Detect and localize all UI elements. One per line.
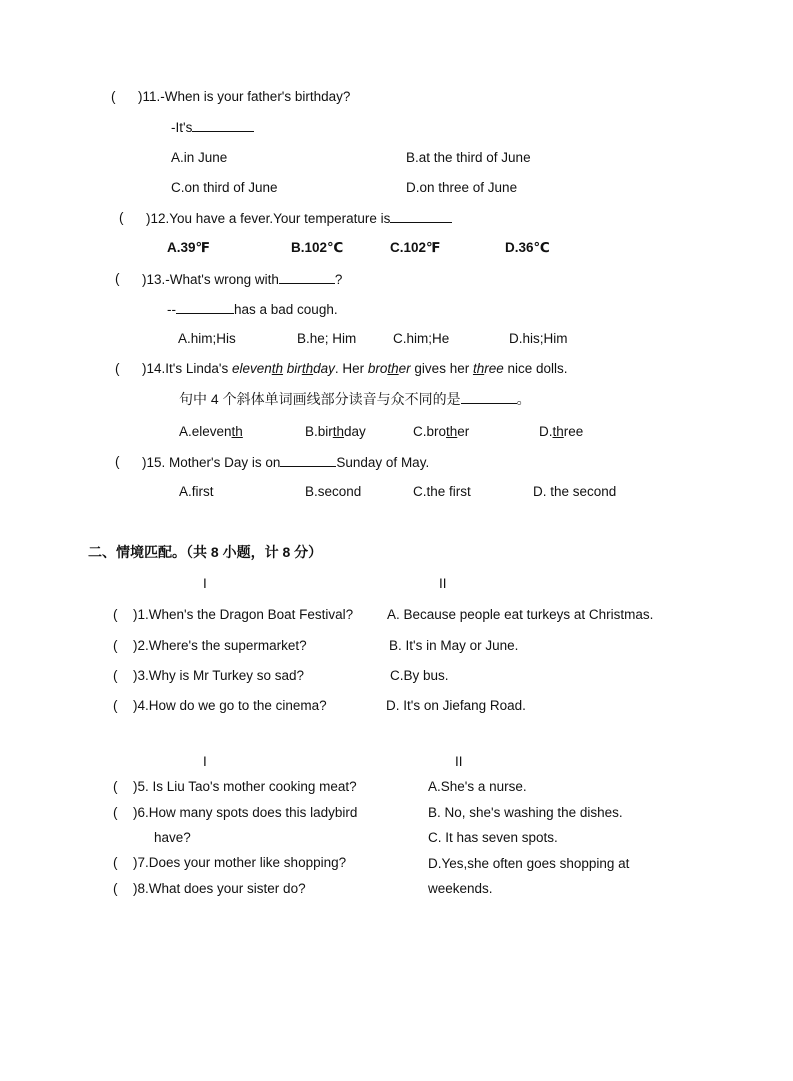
match7-paren[interactable]: ( xyxy=(113,855,118,870)
match2-answer-d: D.Yes,she often goes shopping at xyxy=(428,856,630,871)
q13-blank-2[interactable] xyxy=(176,301,234,314)
q15-text-before: Mother's Day is on xyxy=(169,455,281,470)
q12-option-d[interactable]: D.36℃ xyxy=(505,240,550,255)
match3-question: )3.Why is Mr Turkey so sad? xyxy=(133,668,305,683)
q14-word-three: three xyxy=(472,361,504,376)
q14-instruction-end: 。 xyxy=(516,391,531,407)
q11-option-b[interactable]: B.at the third of June xyxy=(406,150,531,165)
match3-paren[interactable]: ( xyxy=(113,668,118,683)
q14-option-a[interactable]: A.eleventh xyxy=(179,424,243,439)
q13-answer-line xyxy=(167,301,338,318)
q13-option-d[interactable]: D.his;Him xyxy=(509,331,568,346)
match2-answer-d-cont: weekends. xyxy=(428,881,493,896)
q12-question xyxy=(146,210,452,227)
match2-paren[interactable]: ( xyxy=(113,638,118,653)
q13-blank-1[interactable] xyxy=(279,271,335,284)
q11-text: -When is your father's birthday? xyxy=(160,89,351,104)
q11-question xyxy=(138,89,350,105)
match1-question: )1.When's the Dragon Boat Festival? xyxy=(133,607,354,622)
match4-paren[interactable]: ( xyxy=(113,698,118,713)
q12-option-c[interactable]: C.102℉ xyxy=(390,240,441,255)
match6-question-cont: have? xyxy=(154,830,191,845)
q14-instruction-text: 句中 4 个斜体单词画线部分读音与众不同的是 xyxy=(179,391,461,407)
q14-number: )14. xyxy=(142,361,166,376)
q14-option-b[interactable]: B.birthday xyxy=(305,424,366,439)
q14-word-brother: brother xyxy=(367,361,411,376)
q12-option-a[interactable]: A.39℉ xyxy=(167,240,211,255)
match8-question: )8.What does your sister do? xyxy=(133,881,306,896)
q14-word-eleventh: eleventh xyxy=(231,361,284,376)
q15-question xyxy=(142,454,429,471)
q13-option-a[interactable]: A.him;His xyxy=(178,331,236,346)
q13-option-c[interactable]: C.him;He xyxy=(393,331,450,346)
q13-paren[interactable]: ( xyxy=(115,271,120,286)
match6-paren[interactable]: ( xyxy=(113,805,118,820)
match2-answer-b: B. No, she's washing the dishes. xyxy=(428,805,623,820)
q15-blank[interactable] xyxy=(280,454,336,467)
q15-option-c[interactable]: C.the first xyxy=(413,484,471,499)
q12-blank[interactable] xyxy=(390,210,452,223)
match4-question: )4.How do we go to the cinema? xyxy=(133,698,327,713)
q11-blank[interactable] xyxy=(192,119,254,132)
q12-paren[interactable]: ( xyxy=(119,210,124,225)
match5-question: )5. Is Liu Tao's mother cooking meat? xyxy=(133,779,357,794)
q15-option-a[interactable]: A.first xyxy=(179,484,214,499)
q12-option-b[interactable]: B.102℃ xyxy=(291,240,344,255)
group1-col2-header: II xyxy=(439,576,447,591)
q13-number: )13. xyxy=(142,272,166,287)
match-answer-c: C.By bus. xyxy=(390,668,449,683)
q11-option-c[interactable]: C.on third of June xyxy=(171,180,278,195)
group2-col2-header: II xyxy=(455,754,463,769)
match7-question: )7.Does your mother like shopping? xyxy=(133,855,347,870)
section-2-title: 二、情境匹配。（共 8 小题，计 8 分） xyxy=(88,544,323,560)
q14-question xyxy=(142,361,568,377)
q13-answer-after: has a bad cough. xyxy=(234,302,338,317)
group2-col1-header: I xyxy=(203,754,207,769)
q14-paren[interactable]: ( xyxy=(115,361,120,376)
q15-option-b[interactable]: B.second xyxy=(305,484,362,499)
q11-option-d[interactable]: D.on three of June xyxy=(406,180,518,195)
q11-answer-prefix: -It's xyxy=(171,120,193,135)
match2-answer-c: C. It has seven spots. xyxy=(428,830,558,845)
q13-option-b[interactable]: B.he; Him xyxy=(297,331,357,346)
q14-text-4: gives her xyxy=(410,361,473,376)
match6-question: )6.How many spots does this ladybird xyxy=(133,805,358,820)
q13-text-before: -What's wrong with xyxy=(165,272,279,287)
q13-answer-prefix: -- xyxy=(167,302,176,317)
q14-blank[interactable] xyxy=(461,391,517,404)
q14-text-1: It's Linda's xyxy=(165,361,232,376)
match-answer-b: B. It's in May or June. xyxy=(389,638,519,653)
q11-paren[interactable]: ( xyxy=(111,89,116,104)
match2-question: )2.Where's the supermarket? xyxy=(133,638,307,653)
q14-word-birthday: birthday xyxy=(286,361,335,376)
q14-instruction xyxy=(179,391,531,407)
q12-text: You have a fever.Your temperature is xyxy=(169,211,391,226)
match1-paren[interactable]: ( xyxy=(113,607,118,622)
group1-col1-header: I xyxy=(203,576,207,591)
q14-option-c[interactable]: C.brother xyxy=(413,424,470,439)
match-answer-a: A. Because people eat turkeys at Christmas. xyxy=(387,607,654,622)
q12-number: )12. xyxy=(146,211,170,226)
match-answer-d: D. It's on Jiefang Road. xyxy=(386,698,526,713)
q14-option-d[interactable]: D.three xyxy=(539,424,584,439)
q11-option-a[interactable]: A.in June xyxy=(171,150,228,165)
q11-number: )11. xyxy=(138,89,161,104)
match5-paren[interactable]: ( xyxy=(113,779,118,794)
q14-text-5: nice dolls. xyxy=(503,361,568,376)
q15-number: )15. xyxy=(142,455,170,470)
match2-answer-a: A.She's a nurse. xyxy=(428,779,527,794)
q13-text-after: ? xyxy=(334,272,343,287)
q13-question xyxy=(142,271,342,288)
q11-answer-line xyxy=(171,119,254,136)
q14-text-3: . Her xyxy=(334,361,368,376)
match8-paren[interactable]: ( xyxy=(113,881,118,896)
q15-paren[interactable]: ( xyxy=(115,454,120,469)
q15-option-d[interactable]: D. the second xyxy=(533,484,617,499)
q15-text-after: Sunday of May. xyxy=(336,455,430,470)
